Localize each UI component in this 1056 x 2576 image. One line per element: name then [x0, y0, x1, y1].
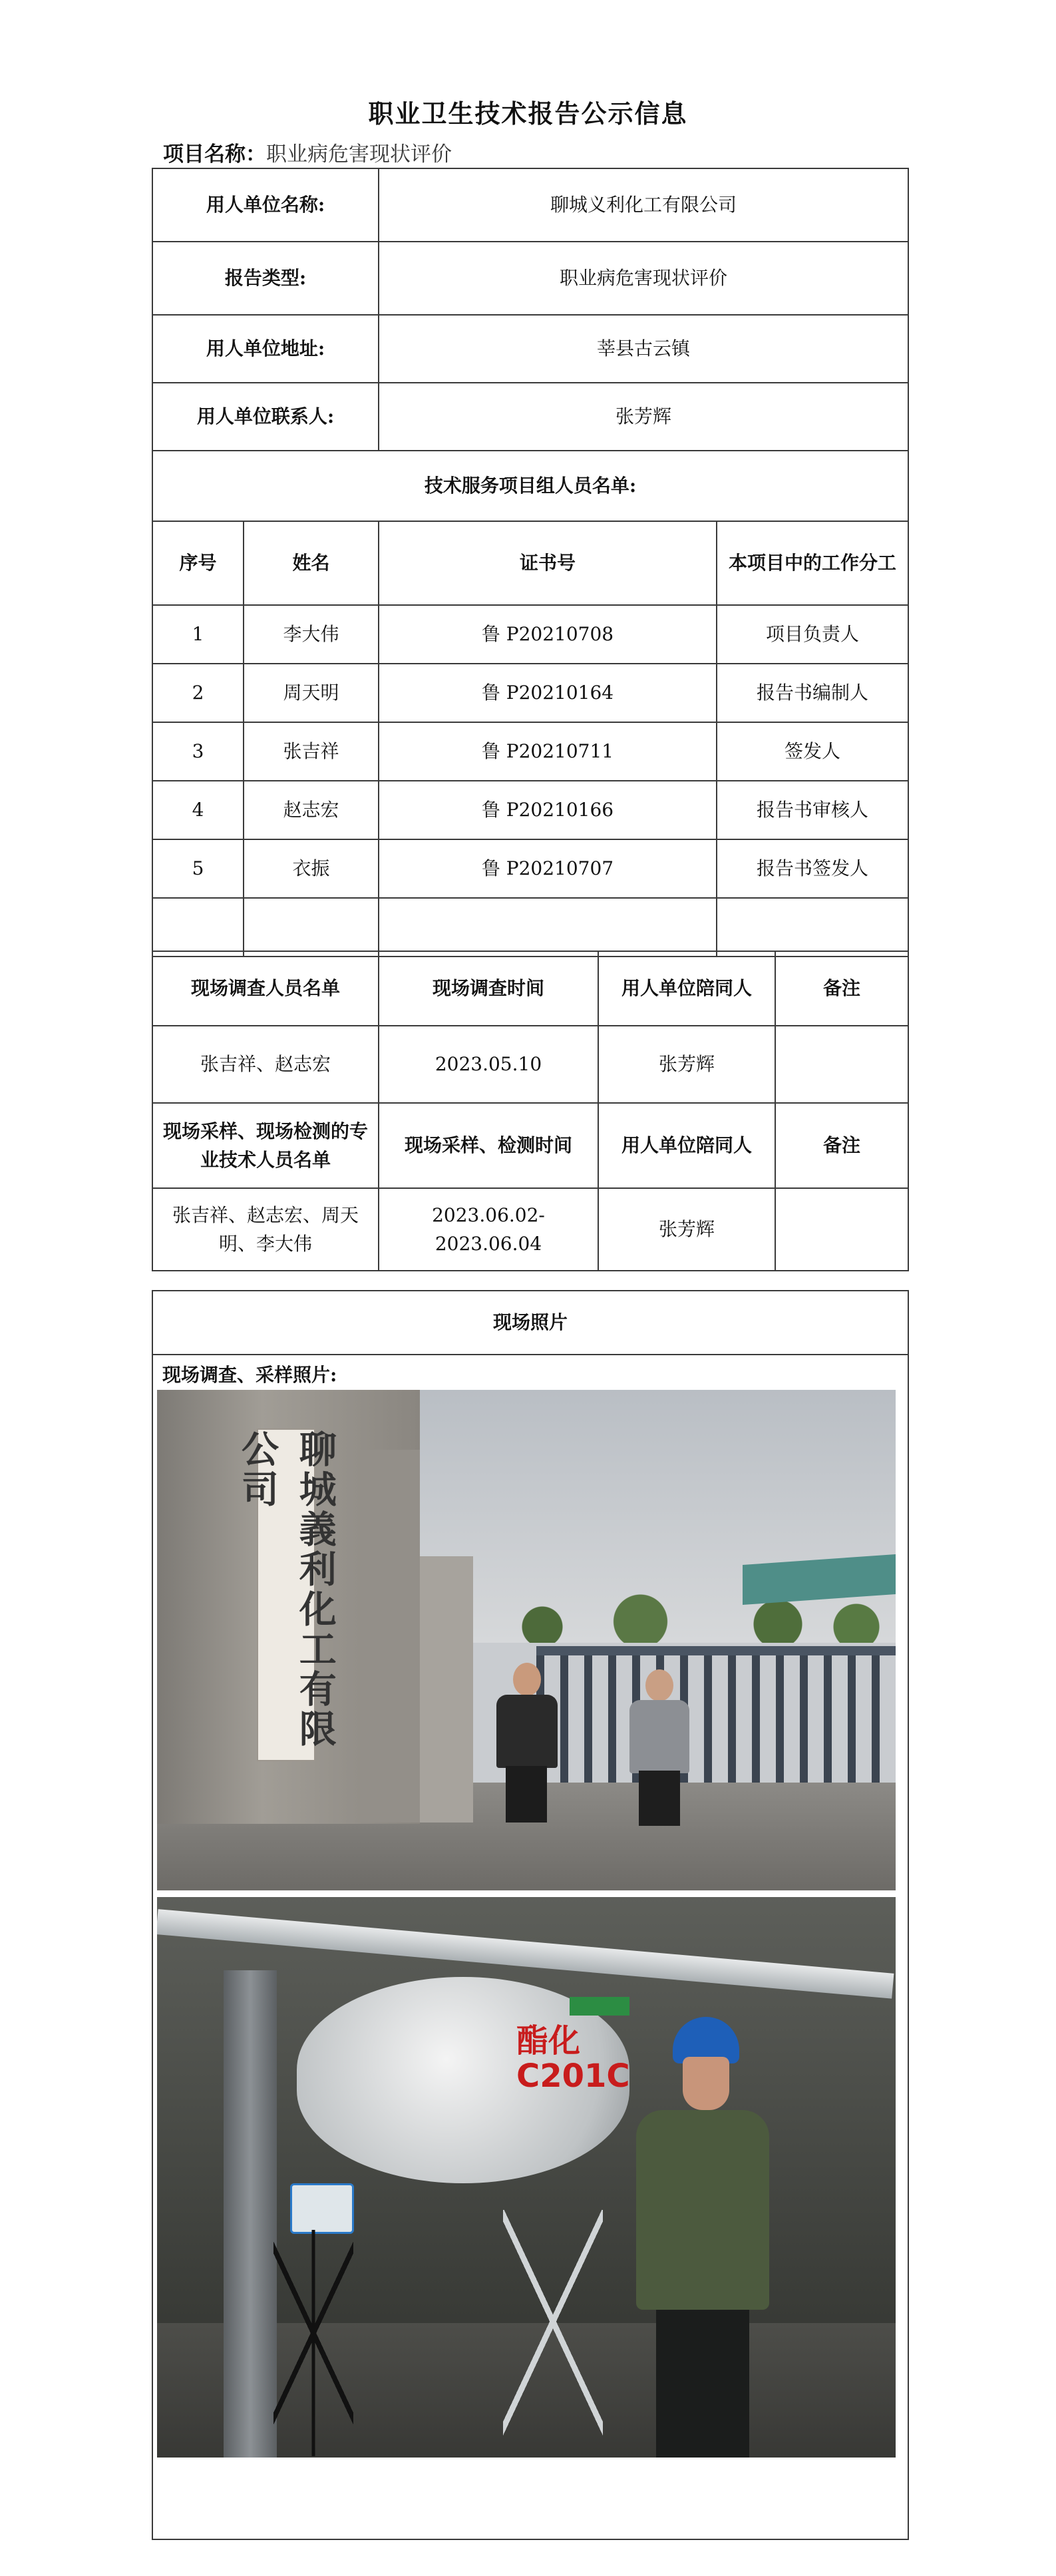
team-cell-empty — [379, 898, 717, 957]
project-name-line — [163, 137, 452, 167]
page-title: 职业卫生技术报告公示信息 — [368, 99, 688, 128]
team-cell: 报告书签发人 — [717, 839, 908, 898]
team-cell: 张吉祥 — [244, 722, 379, 781]
team-cell: 鲁 P20210707 — [379, 839, 717, 898]
info-row — [152, 168, 908, 242]
sampling-header-cell: 用人单位陪同人 — [598, 1103, 775, 1188]
team-row — [152, 664, 908, 722]
team-heading-row — [152, 451, 908, 521]
info-label: 用人单位地址: — [152, 315, 379, 383]
team-cell: 项目负责人 — [717, 605, 908, 664]
team-cell: 1 — [152, 605, 244, 664]
team-cell: 报告书编制人 — [717, 664, 908, 722]
photos-heading: 现场照片 — [152, 1291, 908, 1355]
photos-heading-row — [152, 1291, 908, 1355]
info-row — [152, 242, 908, 315]
company-sign-text: 聊城義利化工有限公司 — [236, 1430, 337, 1749]
info-value: 聊城义利化工有限公司 — [379, 168, 908, 242]
photos-cell — [152, 1355, 908, 2539]
survey-cell: 张芳辉 — [598, 1026, 775, 1103]
sampling-cell: 张吉祥、赵志宏、周天明、李大伟 — [152, 1188, 379, 1271]
team-cell-empty — [244, 898, 379, 957]
team-cell: 鲁 P20210711 — [379, 722, 717, 781]
info-label: 用人单位名称: — [152, 168, 379, 242]
survey-cell — [775, 1026, 908, 1103]
photo-person — [610, 2017, 783, 2458]
sampling-device — [290, 2183, 354, 2234]
team-header-cell: 证书号 — [379, 521, 717, 605]
team-row — [152, 605, 908, 664]
photo-pillar — [360, 1450, 420, 1823]
team-cell: 周天明 — [244, 664, 379, 722]
survey-header-row — [152, 951, 908, 1026]
team-cell-empty — [717, 898, 908, 957]
team-header-row — [152, 521, 908, 605]
sampling-header-row — [152, 1103, 908, 1188]
team-cell: 赵志宏 — [244, 781, 379, 839]
team-header-cell: 本项目中的工作分工 — [717, 521, 908, 605]
photo-pillar — [420, 1556, 473, 1823]
sampling-header-cell: 备注 — [775, 1103, 908, 1188]
sampling-header-cell: 现场采样、现场检测的专业技术人员名单 — [152, 1103, 379, 1188]
survey-cell: 2023.05.10 — [379, 1026, 598, 1103]
sampling-cell — [775, 1188, 908, 1271]
site-photos-table — [152, 1290, 909, 2540]
info-value: 职业病危害现状评价 — [379, 242, 908, 315]
sampling-cell: 2023.06.02-2023.06.04 — [379, 1188, 598, 1271]
sampling-row — [152, 1188, 908, 1271]
sampling-cell: 张芳辉 — [598, 1188, 775, 1271]
team-cell: 4 — [152, 781, 244, 839]
photos-caption: 现场调查、采样照片: — [162, 1364, 337, 1386]
tank-label-line: C201C — [516, 2057, 630, 2095]
team-cell: 鲁 P20210164 — [379, 664, 717, 722]
photo-person — [623, 1669, 696, 1826]
project-name-label: 项目名称： — [163, 142, 266, 166]
photo-tripod — [503, 2210, 603, 2456]
site-survey-table — [152, 951, 909, 1271]
site-gate-photo — [157, 1390, 896, 1890]
team-cell: 5 — [152, 839, 244, 898]
survey-cell: 张吉祥、赵志宏 — [152, 1026, 379, 1103]
photo-green-sign — [570, 1997, 629, 2016]
report-info-table — [152, 168, 909, 957]
info-row — [152, 383, 908, 451]
photos-row — [152, 1355, 908, 2539]
company-sign — [236, 1428, 337, 1761]
team-cell: 鲁 P20210708 — [379, 605, 717, 664]
survey-header-cell: 现场调查时间 — [379, 951, 598, 1026]
project-name-value: 职业病危害现状评价 — [266, 142, 452, 166]
team-cell: 3 — [152, 722, 244, 781]
info-row — [152, 315, 908, 383]
team-cell: 衣振 — [244, 839, 379, 898]
team-cell: 签发人 — [717, 722, 908, 781]
survey-header-cell: 备注 — [775, 951, 908, 1026]
team-row — [152, 839, 908, 898]
info-label: 用人单位联系人: — [152, 383, 379, 451]
team-row-empty — [152, 898, 908, 957]
team-row — [152, 722, 908, 781]
team-row — [152, 781, 908, 839]
sampling-header-cell: 现场采样、检测时间 — [379, 1103, 598, 1188]
team-header-cell: 序号 — [152, 521, 244, 605]
info-value: 张芳辉 — [379, 383, 908, 451]
photo-gate — [536, 1646, 896, 1802]
photo-person — [490, 1663, 563, 1823]
team-cell: 报告书审核人 — [717, 781, 908, 839]
sampling-photo — [157, 1897, 896, 2458]
info-label: 报告类型: — [152, 242, 379, 315]
team-cell-empty — [152, 898, 244, 957]
photo-column — [224, 1970, 277, 2458]
photo-tripod — [273, 2230, 353, 2456]
survey-header-cell: 现场调查人员名单 — [152, 951, 379, 1026]
info-value: 莘县古云镇 — [379, 315, 908, 383]
survey-header-cell: 用人单位陪同人 — [598, 951, 775, 1026]
team-header-cell: 姓名 — [244, 521, 379, 605]
team-cell: 鲁 P20210166 — [379, 781, 717, 839]
team-cell: 2 — [152, 664, 244, 722]
survey-row — [152, 1026, 908, 1103]
team-cell: 李大伟 — [244, 605, 379, 664]
tank-label-line: 酯化 — [516, 2022, 581, 2059]
team-heading: 技术服务项目组人员名单: — [152, 451, 908, 521]
